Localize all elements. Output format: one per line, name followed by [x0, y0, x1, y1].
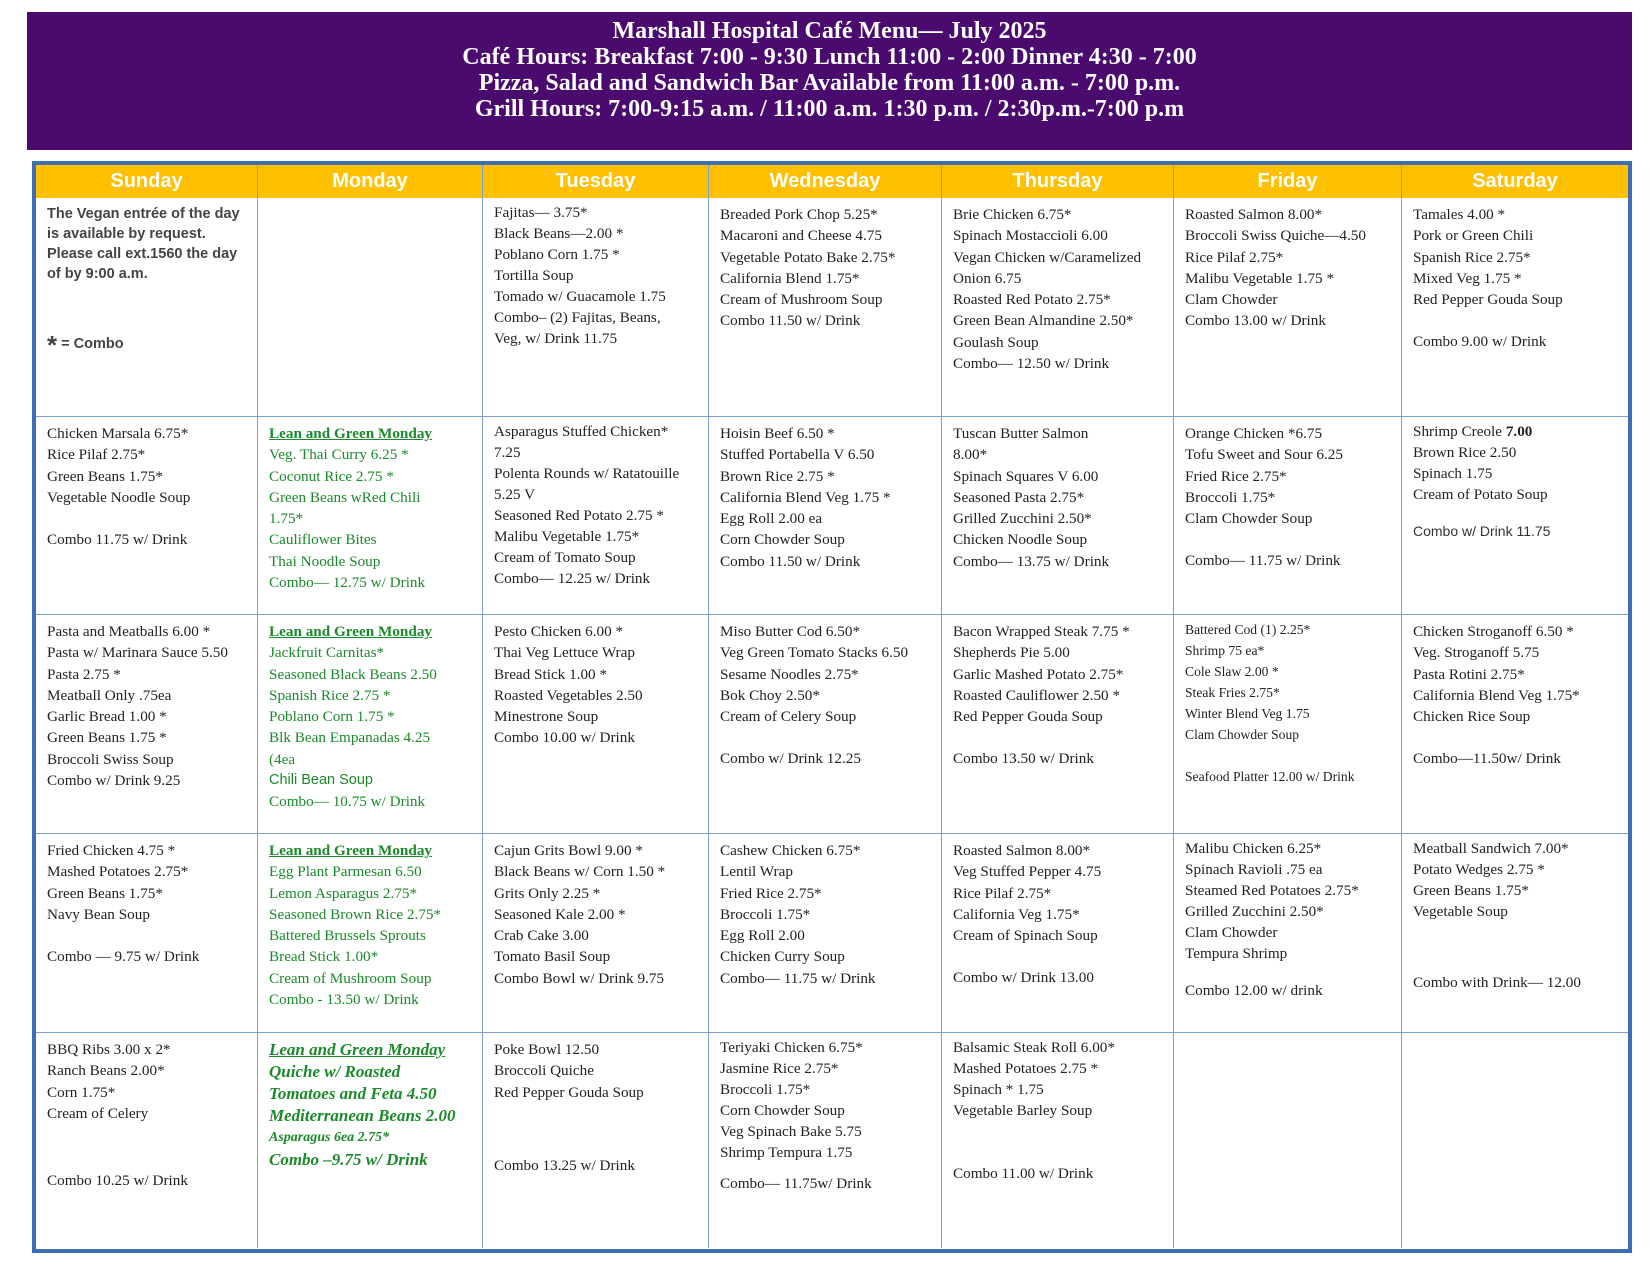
menu-item: Battered Brussels Sprouts [269, 927, 426, 945]
menu-item: Jasmine Rice 2.75* [720, 1060, 839, 1077]
week2-wednesday-cell [709, 416, 942, 614]
menu-item: Spanish Rice 2.75 * [269, 686, 391, 704]
menu-item: Bread Stick 1.00 * [494, 665, 608, 683]
menu-item: Roasted Vegetables 2.50 [494, 686, 643, 704]
menu-item: Combo 10.00 w/ Drink [494, 729, 635, 747]
menu-item: Combo 13.25 w/ Drink [494, 1156, 635, 1174]
week2-saturday-cell [1402, 416, 1628, 614]
menu-item: Garlic Bread 1.00 * [47, 708, 167, 726]
menu-item: Pasta 2.75 * [47, 665, 121, 683]
menu-item: Spinach * 1.75 [953, 1081, 1044, 1098]
cafe-hours: Café Hours: Breakfast 7:00 - 9:30 Lunch 11:00 - 2:00 Dinner 4:30 - 7:00 [462, 44, 1197, 70]
menu-item: (4ea [269, 750, 296, 768]
menu-item: Steak Fries 2.75* [1185, 685, 1280, 700]
week2-tuesday-cell [483, 416, 709, 614]
menu-item: Malibu Vegetable 1.75* [494, 528, 640, 545]
day-header-sunday: Sunday [36, 165, 258, 198]
menu-item: Poblano Corn 1.75 * [494, 246, 620, 263]
menu-item: Bread Stick 1.00* [269, 948, 379, 966]
menu-item: Fried Rice 2.75* [720, 884, 822, 902]
menu-item: Jackfruit Carnitas* [269, 644, 385, 662]
menu-item: Spinach Mostaccioli 6.00 [953, 227, 1108, 245]
menu-item: Crab Cake 3.00 [494, 927, 589, 945]
menu-item: Broccoli 1.75* [720, 905, 811, 923]
menu-item: Lemon Asparagus 2.75* [269, 884, 418, 902]
week3-sunday-cell [36, 614, 258, 833]
menu-item: Seasoned Pasta 2.75* [953, 488, 1085, 506]
menu-item: Battered Cod (1) 2.25* [1185, 622, 1311, 637]
menu-item: Vegetable Soup [1413, 903, 1508, 920]
menu-item-price: 7.00 [1505, 423, 1533, 440]
menu-item: Combo w/ Drink 9.25 [47, 772, 181, 790]
menu-item: Cajun Grits Bowl 9.00 * [494, 842, 643, 859]
week3-tuesday-cell [483, 614, 709, 833]
menu-item: Fajitas— 3.75* [494, 204, 588, 221]
menu-item: Red Pepper Gouda Soup [1413, 291, 1563, 309]
menu-item: Clam Chowder [1185, 924, 1278, 941]
menu-item: Corn Chowder Soup [720, 1102, 845, 1119]
menu-item: Combo 10.25 w/ Drink [47, 1172, 188, 1190]
menu-item: Grilled Zucchini 2.50* [953, 510, 1092, 528]
menu-item: Egg Roll 2.00 [720, 927, 805, 945]
menu-item: Clam Chowder [1185, 291, 1278, 309]
week1-saturday-cell [1402, 198, 1628, 416]
menu-item: Combo 13.50 w/ Drink [953, 750, 1094, 768]
menu-item: Combo— 11.75w/ Drink [720, 1175, 872, 1192]
week5-wednesday-cell [709, 1032, 942, 1248]
menu-item: Seasoned Black Beans 2.50 [269, 665, 437, 683]
menu-item: Clam Chowder Soup [1185, 510, 1313, 528]
menu-item: Cream of Tomato Soup [494, 549, 636, 566]
menu-item: Poke Bowl 12.50 [494, 1041, 600, 1058]
menu-item: Bok Choy 2.50* [720, 686, 820, 704]
menu-item: Vegan Chicken w/Caramelized [953, 248, 1142, 266]
menu-item: Combo— 12.75 w/ Drink [269, 574, 426, 592]
menu-item: Brie Chicken 6.75* [953, 206, 1072, 223]
week1-sunday-cell [36, 198, 258, 416]
menu-item: Combo - 13.50 w/ Drink [269, 991, 419, 1009]
menu-item: Roasted Red Potato 2.75* [953, 291, 1111, 309]
menu-item: Chicken Stroganoff 6.50 * [1413, 623, 1574, 640]
week4-saturday-cell [1402, 833, 1628, 1032]
menu-item: 7.25 [494, 444, 521, 461]
day-header-wednesday: Wednesday [709, 165, 942, 198]
menu-item: Vegetable Potato Bake 2.75* [720, 248, 896, 266]
menu-item: Veg Spinach Bake 5.75 [720, 1123, 862, 1140]
menu-item: Black Beans—2.00 * [494, 225, 624, 242]
menu-item: Macaroni and Cheese 4.75 [720, 227, 882, 245]
week3-wednesday-cell [709, 614, 942, 833]
week5-saturday-cell [1402, 1032, 1628, 1248]
menu-item: Meatball Sandwich 7.00* [1413, 840, 1569, 857]
week1-tuesday-cell [483, 198, 709, 416]
day-header-thursday: Thursday [942, 165, 1174, 198]
combo-legend: = Combo [61, 336, 124, 352]
menu-item: Cashew Chicken 6.75* [720, 842, 861, 859]
menu-item: Poblano Corn 1.75 * [269, 708, 395, 726]
menu-item: Combo— 11.75 w/ Drink [1185, 552, 1341, 570]
menu-item: Grits Only 2.25 * [494, 884, 601, 902]
menu-item: 8.00* [953, 446, 988, 464]
menu-item: Rice Pilaf 2.75* [47, 446, 146, 464]
week2-sunday-cell [36, 416, 258, 614]
menu-item: Bacon Wrapped Steak 7.75 * [953, 623, 1130, 640]
menu-item: Cream of Spinach Soup [953, 927, 1098, 945]
menu-item: California Blend Veg 1.75* [1413, 686, 1580, 704]
menu-item: Tomatoes and Feta 4.50 [269, 1084, 437, 1103]
menu-item: Veg Green Tomato Stacks 6.50 [720, 644, 909, 662]
menu-item: Combo w/ Drink 13.00 [953, 969, 1094, 987]
menu-item: Malibu Vegetable 1.75 * [1185, 269, 1335, 287]
menu-item: Chili Bean Soup [269, 772, 373, 789]
menu-item: Minestrone Soup [494, 708, 599, 726]
menu-item: Veg. Thai Curry 6.25 * [269, 446, 409, 464]
menu-item: Cream of Potato Soup [1413, 486, 1548, 503]
week2-thursday-cell [942, 416, 1174, 614]
menu-item: Combo— 11.75 w/ Drink [720, 969, 876, 987]
menu-item-name: Shrimp Creole [1413, 423, 1506, 440]
week5-friday-cell [1174, 1032, 1402, 1248]
menu-item: Roasted Salmon 8.00* [953, 842, 1091, 859]
menu-item: Spinach 1.75 [1413, 465, 1493, 482]
menu-item: Tomato Basil Soup [494, 948, 611, 966]
menu-item: California Blend 1.75* [720, 269, 860, 287]
day-header-monday: Monday [258, 165, 483, 198]
menu-item: Cauliflower Bites [269, 531, 377, 549]
menu-item: Combo with Drink— 12.00 [1413, 974, 1581, 991]
week1-thursday-cell [942, 198, 1174, 416]
week3-saturday-cell [1402, 614, 1628, 833]
menu-item: Green Beans 1.75* [47, 467, 163, 485]
lean-green-title: Lean and Green Monday [269, 842, 433, 859]
menu-item: Seasoned Red Potato 2.75 * [494, 507, 664, 524]
menu-item: Potato Wedges 2.75 * [1413, 861, 1545, 878]
menu-item: Clam Chowder Soup [1185, 727, 1300, 742]
menu-item: Asparagus 6ea 2.75* [269, 1130, 390, 1145]
menu-item: Tortilla Soup [494, 267, 574, 284]
menu-item: Seafood Platter 12.00 w/ Drink [1185, 769, 1355, 784]
menu-item: Teriyaki Chicken 6.75* [720, 1039, 863, 1056]
lean-green-title: Lean and Green Monday [269, 623, 433, 640]
vegan-note: The Vegan entrée of the day is available by request. Please call ext.1560 the day of by 9:00 a.m. [47, 206, 240, 282]
menu-item: Quiche w/ Roasted [269, 1062, 401, 1081]
menu-item: Combo 11.50 w/ Drink [720, 552, 861, 570]
menu-item: Combo w/ Drink 11.75 [1413, 523, 1551, 539]
menu-header-banner [27, 12, 1632, 150]
menu-item: Vegetable Barley Soup [953, 1102, 1093, 1119]
menu-item: Black Beans w/ Corn 1.50 * [494, 863, 666, 881]
menu-item: Corn Chowder Soup [720, 531, 845, 549]
menu-item: Sesame Noodles 2.75* [720, 665, 859, 683]
menu-item: Green Beans 1.75* [1413, 882, 1529, 899]
week1-wednesday-cell [709, 198, 942, 416]
menu-item: Breaded Pork Chop 5.25* [720, 206, 878, 223]
week4-monday-cell [258, 833, 483, 1032]
menu-item: Lentil Wrap [720, 863, 793, 881]
menu-item: Thai Noodle Soup [269, 552, 381, 570]
menu-item: Winter Blend Veg 1.75 [1185, 706, 1310, 721]
menu-item [47, 925, 253, 946]
menu-item: Rice Pilaf 2.75* [1185, 248, 1284, 266]
menu-item: Cream of Mushroom Soup [720, 291, 883, 309]
menu-item: Shepherds Pie 5.00 [953, 644, 1070, 662]
menu-item: Rice Pilaf 2.75* [953, 884, 1052, 902]
week4-thursday-cell [942, 833, 1174, 1032]
menu-item: Brown Rice 2.50 [1413, 444, 1517, 461]
day-header-tuesday: Tuesday [483, 165, 709, 198]
day-header-saturday: Saturday [1402, 165, 1628, 198]
menu-item: Ranch Beans 2.00* [47, 1062, 165, 1080]
menu-item: Roasted Salmon 8.00* [1185, 206, 1323, 223]
menu-item: Chicken Curry Soup [720, 948, 845, 966]
menu-item: Polenta Rounds w/ Ratatouille [494, 465, 680, 482]
menu-item: Pork or Green Chili [1413, 227, 1534, 245]
week5-thursday-cell [942, 1032, 1174, 1248]
menu-item: California Blend Veg 1.75 * [720, 488, 891, 506]
menu-item: Miso Butter Cod 6.50* [720, 623, 861, 640]
menu-item [1185, 529, 1397, 550]
week3-thursday-cell [942, 614, 1174, 833]
week4-sunday-cell [36, 833, 258, 1032]
menu-item: Vegetable Noodle Soup [47, 488, 191, 506]
menu-item: Red Pepper Gouda Soup [494, 1083, 644, 1101]
menu-item [1185, 747, 1397, 768]
menu-item: Meatball Only .75ea [47, 686, 172, 704]
menu-item: Navy Bean Soup [47, 905, 150, 923]
menu-item: Red Pepper Gouda Soup [953, 708, 1103, 726]
week5-monday-cell [258, 1032, 483, 1248]
menu-item: Fried Rice 2.75* [1185, 467, 1287, 485]
menu-item: Seasoned Brown Rice 2.75* [269, 905, 442, 923]
menu-item: Tomado w/ Guacamole 1.75 [494, 288, 666, 305]
menu-item: Tofu Sweet and Sour 6.25 [1185, 446, 1343, 464]
menu-item: Spinach Squares V 6.00 [953, 467, 1099, 485]
menu-item: Broccoli 1.75* [1185, 488, 1276, 506]
menu-item: Egg Roll 2.00 ea [720, 510, 823, 528]
menu-item: Combo—11.50w/ Drink [1413, 750, 1561, 768]
menu-item: Roasted Cauliflower 2.50 * [953, 686, 1121, 704]
week5-sunday-cell [36, 1032, 258, 1248]
menu-item: Steamed Red Potatoes 2.75* [1185, 882, 1359, 899]
menu-item: Veg. Stroganoff 5.75 [1413, 644, 1540, 662]
week2-monday-cell [258, 416, 483, 614]
menu-item [720, 727, 937, 748]
menu-item: Blk Bean Empanadas 4.25 [269, 729, 431, 747]
menu-item: Fried Chicken 4.75 * [47, 842, 176, 859]
week5-tuesday-cell [483, 1032, 709, 1248]
menu-item [1413, 423, 1624, 444]
bar-hours: Pizza, Salad and Sandwich Bar Available from 11:00 a.m. - 7:00 p.m. [478, 70, 1181, 96]
menu-title: Marshall Hospital Café Menu— July 2025 [612, 18, 1047, 44]
menu-item: Combo 11.75 w/ Drink [47, 531, 188, 549]
menu-item: Combo– (2) Fajitas, Beans, [494, 309, 661, 326]
menu-item: Orange Chicken *6.75 [1185, 425, 1323, 442]
menu-item: Brown Rice 2.75 * [720, 467, 835, 485]
week1-monday-cell [258, 198, 483, 416]
menu-item: Cream of Celery [47, 1104, 149, 1122]
menu-item [47, 508, 253, 529]
menu-item: Combo— 10.75 w/ Drink [269, 793, 426, 811]
menu-item: Mediterranean Beans 2.00 [269, 1106, 456, 1125]
menu-item [1413, 727, 1624, 748]
menu-item: Balsamic Steak Roll 6.00* [953, 1039, 1115, 1056]
menu-item [953, 946, 1169, 967]
menu-item: Combo –9.75 w/ Drink [269, 1150, 428, 1169]
combo-star-symbol: * [47, 330, 58, 360]
menu-item: Combo 12.00 w/ drink [1185, 982, 1323, 999]
menu-item: Chicken Marsala 6.75* [47, 425, 189, 442]
menu-item: Broccoli Swiss Quiche—4.50 [1185, 227, 1366, 245]
menu-item: Combo Bowl w/ Drink 9.75 [494, 969, 665, 987]
menu-item: 1.75* [269, 510, 304, 528]
menu-item: Corn 1.75* [47, 1083, 116, 1101]
menu-item: Spanish Rice 2.75* [1413, 248, 1531, 266]
menu-item: Combo— 13.75 w/ Drink [953, 552, 1110, 570]
menu-item: Combo 11.00 w/ Drink [953, 1165, 1094, 1182]
menu-item: Stuffed Portabella V 6.50 [720, 446, 875, 464]
menu-item: Combo 13.00 w/ Drink [1185, 312, 1326, 330]
menu-item: Seasoned Kale 2.00 * [494, 905, 626, 923]
menu-item: Veg, w/ Drink 11.75 [494, 330, 618, 347]
menu-item: Thai Veg Lettuce Wrap [494, 644, 635, 662]
menu-item: Broccoli Swiss Soup [47, 750, 174, 768]
menu-item: Green Beans 1.75 * [47, 729, 167, 747]
menu-item: Shrimp Tempura 1.75 [720, 1144, 853, 1161]
menu-item: Tuscan Butter Salmon [953, 425, 1089, 442]
menu-item: Mashed Potatoes 2.75 * [953, 1060, 1099, 1077]
week3-friday-cell [1174, 614, 1402, 833]
menu-item: Malibu Chicken 6.25* [1185, 840, 1322, 857]
menu-item: Veg Stuffed Pepper 4.75 [953, 863, 1102, 881]
menu-item: Mixed Veg 1.75 * [1413, 269, 1522, 287]
menu-item: Grilled Zucchini 2.50* [1185, 903, 1324, 920]
week4-wednesday-cell [709, 833, 942, 1032]
menu-item: Pasta w/ Marinara Sauce 5.50 [47, 644, 228, 662]
week2-friday-cell [1174, 416, 1402, 614]
menu-item: Green Beans wRed Chili [269, 488, 421, 506]
menu-item: Asparagus Stuffed Chicken* [494, 423, 669, 440]
week3-monday-cell [258, 614, 483, 833]
lean-green-title: Lean and Green Monday [269, 425, 433, 442]
menu-item: 5.25 V [494, 486, 536, 503]
menu-calendar [32, 161, 1632, 1253]
grill-hours: Grill Hours: 7:00-9:15 a.m. / 11:00 a.m. 1:30 p.m. / 2:30p.m.-7:00 p.m [474, 96, 1185, 122]
menu-item: Tempura Shrimp [1185, 945, 1288, 962]
menu-item: Combo w/ Drink 12.25 [720, 750, 861, 768]
lean-green-title: Lean and Green Monday [269, 1040, 446, 1059]
menu-item: Cream of Mushroom Soup [269, 969, 432, 987]
menu-item: Green Bean Almandine 2.50* [953, 312, 1134, 330]
menu-item: Mashed Potatoes 2.75* [47, 863, 189, 881]
menu-item: BBQ Ribs 3.00 x 2* [47, 1041, 171, 1058]
menu-item: Coconut Rice 2.75 * [269, 467, 394, 485]
menu-item: Pesto Chicken 6.00 * [494, 623, 624, 640]
week4-friday-cell [1174, 833, 1402, 1032]
menu-item: Shrimp 75 ea* [1185, 643, 1265, 658]
menu-item [953, 727, 1169, 748]
menu-item: Egg Plant Parmesan 6.50 [269, 863, 422, 881]
menu-item: Combo— 12.50 w/ Drink [953, 355, 1110, 373]
menu-item: Cream of Celery Soup [720, 708, 857, 726]
menu-item: Broccoli 1.75* [720, 1081, 811, 1098]
menu-item: Garlic Mashed Potato 2.75* [953, 665, 1124, 683]
menu-item: Hoisin Beef 6.50 * [720, 425, 835, 442]
menu-item: Onion 6.75 [953, 269, 1022, 287]
menu-item: Combo — 9.75 w/ Drink [47, 948, 200, 966]
menu-item: Chicken Rice Soup [1413, 708, 1531, 726]
menu-item: Broccoli Quiche [494, 1062, 594, 1080]
week1-friday-cell [1174, 198, 1402, 416]
menu-item: Cole Slaw 2.00 * [1185, 664, 1279, 679]
menu-item: Goulash Soup [953, 333, 1039, 351]
day-header-friday: Friday [1174, 165, 1402, 198]
menu-item: Chicken Noodle Soup [953, 531, 1088, 549]
menu-item: Combo 9.00 w/ Drink [1413, 333, 1547, 351]
menu-item: Spinach Ravioli .75 ea [1185, 861, 1323, 878]
menu-item [1413, 310, 1624, 331]
menu-item: Tamales 4.00 * [1413, 206, 1506, 223]
menu-item: Pasta and Meatballs 6.00 * [47, 623, 211, 640]
menu-item: Combo— 12.25 w/ Drink [494, 570, 651, 587]
menu-item: California Veg 1.75* [953, 905, 1080, 923]
menu-item: Combo 11.50 w/ Drink [720, 312, 861, 330]
week4-tuesday-cell [483, 833, 709, 1032]
menu-item: Pasta Rotini 2.75* [1413, 665, 1525, 683]
menu-item: Green Beans 1.75* [47, 884, 163, 902]
